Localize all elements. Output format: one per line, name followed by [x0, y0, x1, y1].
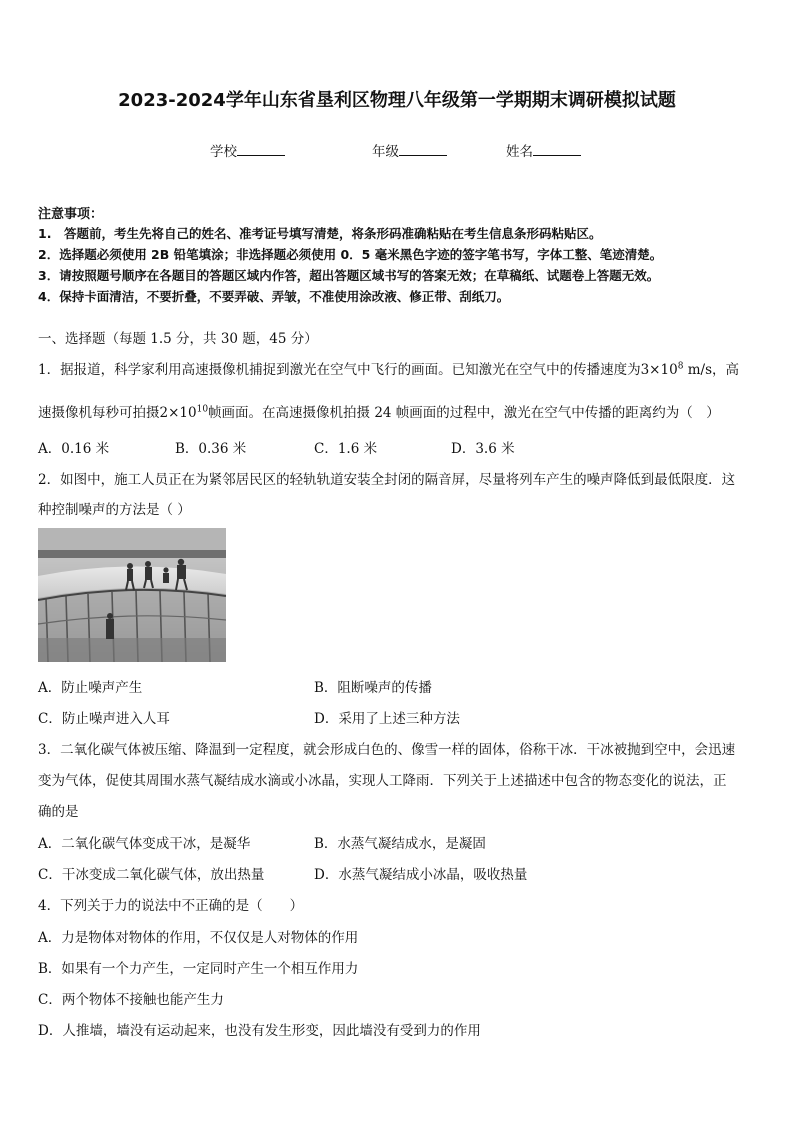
q4-option-c[interactable]: C．两个物体不接触也能产生力	[38, 992, 224, 1008]
name-blank[interactable]	[533, 143, 581, 156]
q3-option-c[interactable]: C．干冰变成二氧化碳气体，放出热量	[38, 867, 265, 883]
q2-option-d[interactable]: D．采用了上述三种方法	[314, 711, 460, 727]
q2-line2: 种控制噪声的方法是（ ）	[38, 502, 191, 518]
q3-option-d[interactable]: D．水蒸气凝结成小冰晶，吸收热量	[314, 867, 528, 883]
section-title: 一、选择题（每题 1.5 分，共 30 题，45 分）	[38, 331, 318, 347]
q4-option-a[interactable]: A．力是物体对物体的作用，不仅仅是人对物体的作用	[38, 930, 359, 946]
q3-line2: 变为气体，促使其周围水蒸气凝结成水滴或小冰晶，实现人工降雨．下列关于上述描述中包含的物态变化的说法，正	[38, 773, 727, 789]
q3-option-a[interactable]: A．二氧化碳气体变成干冰，是凝华	[38, 836, 251, 852]
q1-option-c[interactable]: C．1.6 米	[314, 441, 378, 457]
school-blank[interactable]	[237, 143, 285, 156]
q1-line2: 速摄像机每秒可拍摄$2\times 10^{10}$帧画面。在高速摄像机拍摄 24 帧画面的过程中，激光在空气中传播的距离约为（ ）	[38, 404, 720, 421]
name-label: 姓名	[506, 144, 533, 160]
q1-option-d[interactable]: D．3.6 米	[451, 441, 515, 457]
q1-line1: 1．据报道，科学家利用高速摄像机捕捉到激光在空气中飞行的画面。已知激光在空气中的传播速度为$3\times 10^8$ m/s，高	[38, 361, 739, 378]
page-title: 2023-2024学年山东省垦利区物理八年级第一学期期末调研模拟试题	[118, 90, 676, 111]
q2-line1: 2．如图中，施工人员正在为紧邻居民区的轻轨轨道安装全封闭的隔音屏，尽量将列车产生的噪声降低到最低限度．这	[38, 472, 736, 488]
q1-option-a[interactable]: A．0.16 米	[38, 441, 110, 457]
school-label: 学校	[210, 144, 237, 160]
notice-item: 3．请按照题号顺序在各题目的答题区域内作答，超出答题区域书写的答案无效；在草稿纸、试题卷上答题无效。	[38, 268, 660, 283]
q2-option-a[interactable]: A．防止噪声产生	[38, 680, 143, 696]
q2-option-b[interactable]: B．阻断噪声的传播	[314, 680, 432, 696]
name-field	[506, 140, 581, 160]
grade-field	[372, 140, 447, 160]
grade-blank[interactable]	[399, 143, 447, 156]
sound-barrier-photo	[38, 528, 226, 662]
q3-line1: 3．二氧化碳气体被压缩、降温到一定程度，就会形成白色的、像雪一样的固体，俗称干冰．干冰被抛到空中，会迅速	[38, 742, 736, 758]
q4-option-b[interactable]: B．如果有一个力产生，一定同时产生一个相互作用力	[38, 961, 359, 977]
notice-item: 2．选择题必须使用 2B 铅笔填涂；非选择题必须使用 0．5 毫米黑色字迹的签字笔书写，字体工整、笔迹清楚。	[38, 247, 663, 262]
q4-option-d[interactable]: D．人推墙，墙没有运动起来，也没有发生形变，因此墙没有受到力的作用	[38, 1023, 481, 1039]
grade-label: 年级	[372, 144, 399, 160]
q3-line3: 确的是	[38, 804, 79, 820]
q1-option-b[interactable]: B．0.36 米	[175, 441, 247, 457]
notice-item: 4．保持卡面清洁，不要折叠，不要弄破、弄皱，不准使用涂改液、修正带、刮纸刀。	[38, 289, 510, 304]
q4-stem: 4．下列关于力的说法中不正确的是（ ）	[38, 898, 304, 914]
notice-item: 1. 答题前，考生先将自己的姓名、准考证号填写清楚，将条形码准确粘贴在考生信息条形码粘贴区。	[38, 226, 602, 241]
school-field	[210, 140, 285, 160]
q3-option-b[interactable]: B．水蒸气凝结成水，是凝固	[314, 836, 486, 852]
notice-heading: 注意事项：	[38, 207, 104, 222]
q2-option-c[interactable]: C．防止噪声进入人耳	[38, 711, 170, 727]
